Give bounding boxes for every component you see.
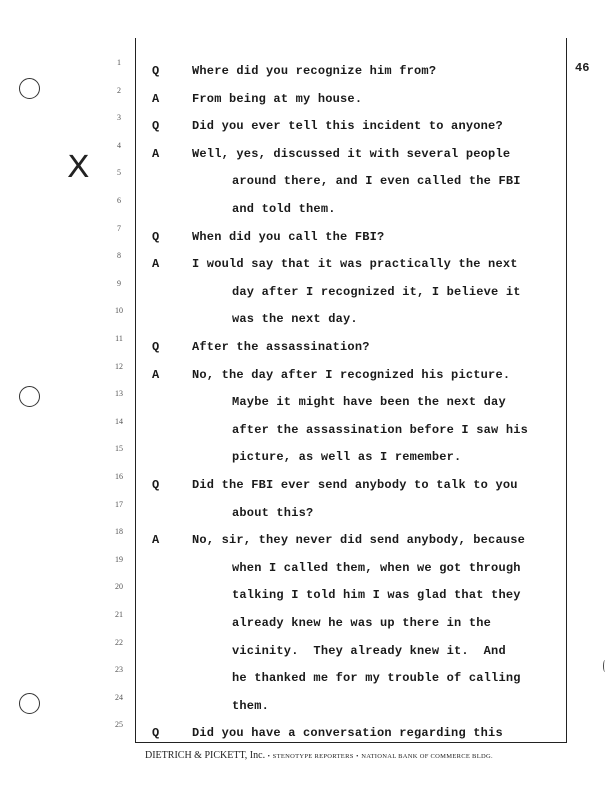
- speaker-label: Q: [152, 119, 160, 134]
- transcript-line: Where did you recognize him from?: [192, 64, 437, 78]
- line-number: 21: [115, 610, 123, 619]
- transcript-line: already knew he was up there in the: [232, 616, 492, 630]
- line-number: 25: [115, 720, 123, 730]
- line-number: 5: [117, 168, 121, 178]
- line-number: 8: [117, 251, 121, 261]
- line-number: 13: [115, 389, 123, 399]
- line-number: 7: [117, 223, 121, 233]
- line-number: 24: [115, 692, 123, 702]
- transcript-line: around there, and I even called the FBI: [232, 174, 521, 189]
- transcript-line: after the assassination before I saw his: [232, 422, 529, 437]
- line-number: 2: [117, 85, 121, 95]
- punch-hole-middle: [19, 386, 40, 407]
- footer-sep-1: •: [267, 753, 271, 760]
- footer-service: STENOTYPE REPORTERS: [272, 753, 354, 760]
- transcript-line: was the next day.: [232, 312, 358, 327]
- transcript-line: No, sir, they never did send anybody, because: [192, 533, 526, 548]
- transcript-line: Did you have a conversation regarding this: [192, 726, 503, 741]
- line-number: 20: [115, 582, 123, 592]
- line-number: 19: [115, 554, 123, 564]
- margin-x-mark: X: [66, 150, 90, 185]
- speaker-label: A: [152, 367, 160, 382]
- transcript-line: he thanked me for my trouble of calling: [232, 671, 521, 686]
- speaker-label: A: [152, 257, 160, 272]
- line-number: 9: [117, 278, 121, 288]
- transcript-line: talking I told him I was glad that they: [232, 588, 521, 603]
- transcript-line: Did you ever tell this incident to anyone?: [192, 119, 503, 134]
- transcript-line: When did you call the FBI?: [192, 229, 385, 244]
- transcript-line: From being at my house.: [192, 91, 363, 106]
- line-number: 10: [115, 306, 123, 316]
- speaker-label: Q: [152, 726, 160, 741]
- footer-sep-2: •: [356, 753, 359, 760]
- line-number: 15: [115, 444, 123, 454]
- line-number: 16: [115, 472, 123, 481]
- punch-hole-bottom: [19, 693, 40, 714]
- speaker-label: Q: [152, 64, 160, 78]
- line-number: 18: [115, 527, 123, 537]
- line-number: 11: [115, 334, 123, 343]
- speaker-label: A: [152, 91, 160, 106]
- line-number: 3: [117, 113, 121, 123]
- footer-firm: DIETRICH & PICKETT, Inc.: [145, 750, 266, 761]
- line-number: 23: [115, 665, 123, 675]
- speaker-label: Q: [152, 478, 160, 492]
- transcript-line: Did the FBI ever send anybody to talk to you: [192, 478, 518, 492]
- transcript-frame: [135, 38, 567, 743]
- line-number: 17: [115, 499, 123, 509]
- footer-address: NATIONAL BANK OF COMMERCE BLDG.: [361, 753, 493, 760]
- edge-mark: [603, 660, 607, 672]
- line-number: 14: [115, 416, 123, 426]
- transcript-line: Maybe it might have been the next day: [232, 395, 506, 410]
- transcript-line: picture, as well as I remember.: [232, 450, 462, 465]
- line-number: 22: [115, 637, 123, 647]
- speaker-label: Q: [152, 229, 160, 244]
- transcript-line: day after I recognized it, I believe it: [232, 284, 521, 299]
- transcript-line: when I called them, when we got through: [232, 560, 521, 575]
- line-number: 12: [115, 361, 123, 371]
- transcript-line: I would say that it was practically the next: [192, 257, 518, 272]
- page-number: 46: [575, 61, 590, 75]
- transcript-line: about this?: [232, 505, 314, 520]
- line-number: 1: [117, 58, 121, 67]
- transcript-line: and told them.: [232, 202, 336, 216]
- speaker-label: A: [152, 533, 160, 548]
- line-number: 4: [117, 140, 121, 150]
- transcript-line: them.: [232, 698, 270, 713]
- speaker-label: Q: [152, 340, 160, 354]
- transcript-line: After the assassination?: [192, 340, 370, 354]
- line-number: 6: [117, 196, 121, 205]
- speaker-label: A: [152, 146, 160, 161]
- footer: [145, 750, 493, 761]
- transcript-line: Well, yes, discussed it with several people: [192, 146, 511, 161]
- transcript-line: No, the day after I recognized his picture.: [192, 367, 511, 382]
- punch-hole-top: [19, 78, 40, 99]
- transcript-line: vicinity. They already knew it. And: [232, 643, 506, 658]
